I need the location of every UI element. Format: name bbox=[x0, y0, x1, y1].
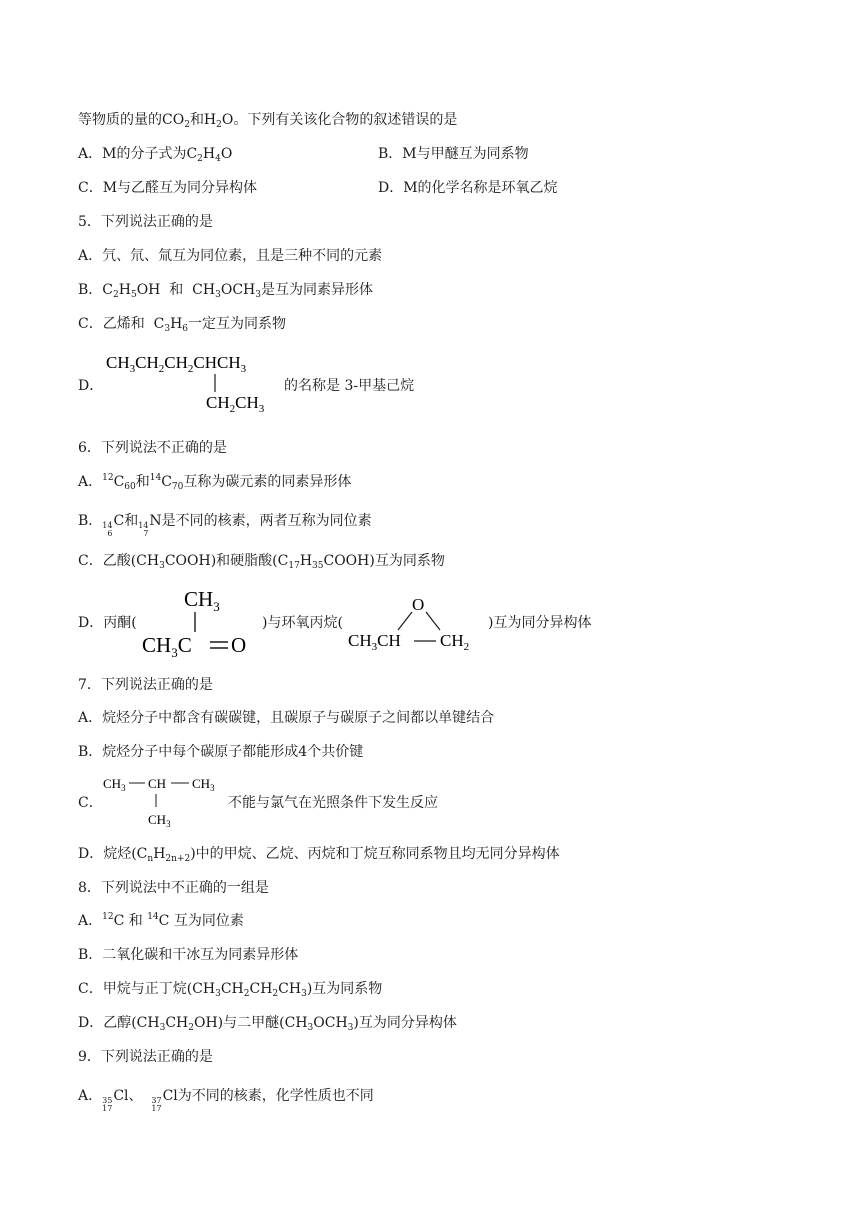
q7-stem: 7．下列说法正确的是 bbox=[78, 677, 213, 693]
q5-option-d-label: D． bbox=[78, 378, 104, 394]
isobutane-ch: CH bbox=[148, 776, 167, 791]
q5-formula-branch: $CH_2CH_3$ bbox=[206, 393, 265, 415]
q5-option-d-text: 的名称是 3-甲基己烷 bbox=[284, 378, 415, 394]
q6-option-d-end: )互为同分异构体 bbox=[488, 615, 592, 631]
acetone-methyl-top: $CH_3$ bbox=[184, 587, 220, 614]
epoxide-ch2: $CH_2$ bbox=[440, 631, 470, 653]
q6-option-a: A．$^{12}C_{60}$和$^{14}C_{70}$互称为碳元素的同素异形体 bbox=[78, 473, 352, 492]
q9-stem: 9．下列说法正确的是 bbox=[78, 1049, 213, 1065]
epoxypropane-structure bbox=[346, 592, 488, 654]
q5-option-d-structure bbox=[104, 348, 280, 418]
acetone-oxygen: O bbox=[231, 633, 247, 657]
isobutane-ch3-branch: $CH_3$ bbox=[148, 812, 171, 829]
q5-option-b: B．$C_2H_5OH$ 和 $CH_3OCH_3$是互为同素异形体 bbox=[78, 282, 373, 300]
q8-option-d: D．乙醇$(CH_3CH_2OH)$与二甲醚$(CH_3OCH_3)$互为同分异构体 bbox=[78, 1015, 457, 1033]
q5-stem: 5．下列说法正确的是 bbox=[78, 214, 213, 230]
isobutane-structure bbox=[102, 772, 226, 832]
isobutane-ch3-left: $CH_3$ bbox=[103, 776, 126, 793]
q4-option-d: D．M的化学名称是环氧乙烷 bbox=[378, 180, 558, 196]
q7-option-c-label: C． bbox=[78, 795, 103, 811]
q7-option-c-text: 不能与氯气在光照条件下发生反应 bbox=[228, 795, 438, 811]
q7-option-a: A．烷烃分子中都含有碳碳键，且碳原子与碳原子之间都以单键结合 bbox=[78, 710, 495, 726]
q7-option-b: B．烷烃分子中每个碳原子都能形成4个共价键 bbox=[78, 744, 364, 760]
q8-option-b: B．二氧化碳和干冰互为同素异形体 bbox=[78, 947, 299, 963]
q6-stem: 6．下列说法不正确的是 bbox=[78, 440, 227, 456]
acetone-ch3c: $CH_3C$ bbox=[142, 633, 192, 660]
q6-option-d-label: D．丙酮( bbox=[78, 615, 137, 631]
epoxide-oxygen: O bbox=[412, 595, 425, 614]
q4-stem-tail: 等物质的量的$CO_2$和$H_2O$。下列有关该化合物的叙述错误的是 bbox=[78, 112, 458, 130]
q7-option-d: D．烷烃$(C_nH_{2n+2})$中的甲烷、乙烷、丙烷和丁烷互称同系物且均无同分异构体 bbox=[78, 846, 560, 864]
q8-stem: 8．下列说法中不正确的一组是 bbox=[78, 880, 269, 896]
q6-option-c: C．乙酸$(CH_3COOH)$和硬脂酸$(C_{17}H_{35}COOH)$互为同系物 bbox=[78, 553, 445, 571]
q5-option-a: A．氕、氘、氚互为同位素，且是三种不同的元素 bbox=[78, 248, 383, 264]
q4-option-a: A．M的分子式为$C_2H_4O$ bbox=[78, 146, 233, 164]
q9-option-a: A． 35 17 Cl、 37 17 Cl为不同的核素，化学性质也不同 bbox=[78, 1088, 374, 1113]
acetone-structure bbox=[138, 584, 260, 660]
q6-option-d-mid: )与环氧丙烷( bbox=[262, 615, 343, 631]
q5-formula-main: $CH_3CH_2CH_2CHCH_3$ bbox=[106, 353, 247, 375]
epoxide-ch3ch: $CH_3CH$ bbox=[348, 631, 401, 653]
q4-option-b: B．M与甲醚互为同系物 bbox=[378, 146, 529, 162]
q4-option-c: C．M与乙醛互为同分异构体 bbox=[78, 180, 258, 196]
q8-option-a: A．$^{12}$C 和 $^{14}$C 互为同位素 bbox=[78, 912, 244, 929]
q6-option-b: B． 14 6 C和 14 7 N是不同的核素，两者互称为同位素 bbox=[78, 513, 372, 538]
q5-option-c: C．乙烯和 $C_3H_6$一定互为同系物 bbox=[78, 316, 287, 334]
isobutane-ch3-right: $CH_3$ bbox=[192, 776, 215, 793]
q8-option-c: C．甲烷与正丁烷$(CH_3CH_2CH_2CH_3)$互为同系物 bbox=[78, 981, 383, 999]
